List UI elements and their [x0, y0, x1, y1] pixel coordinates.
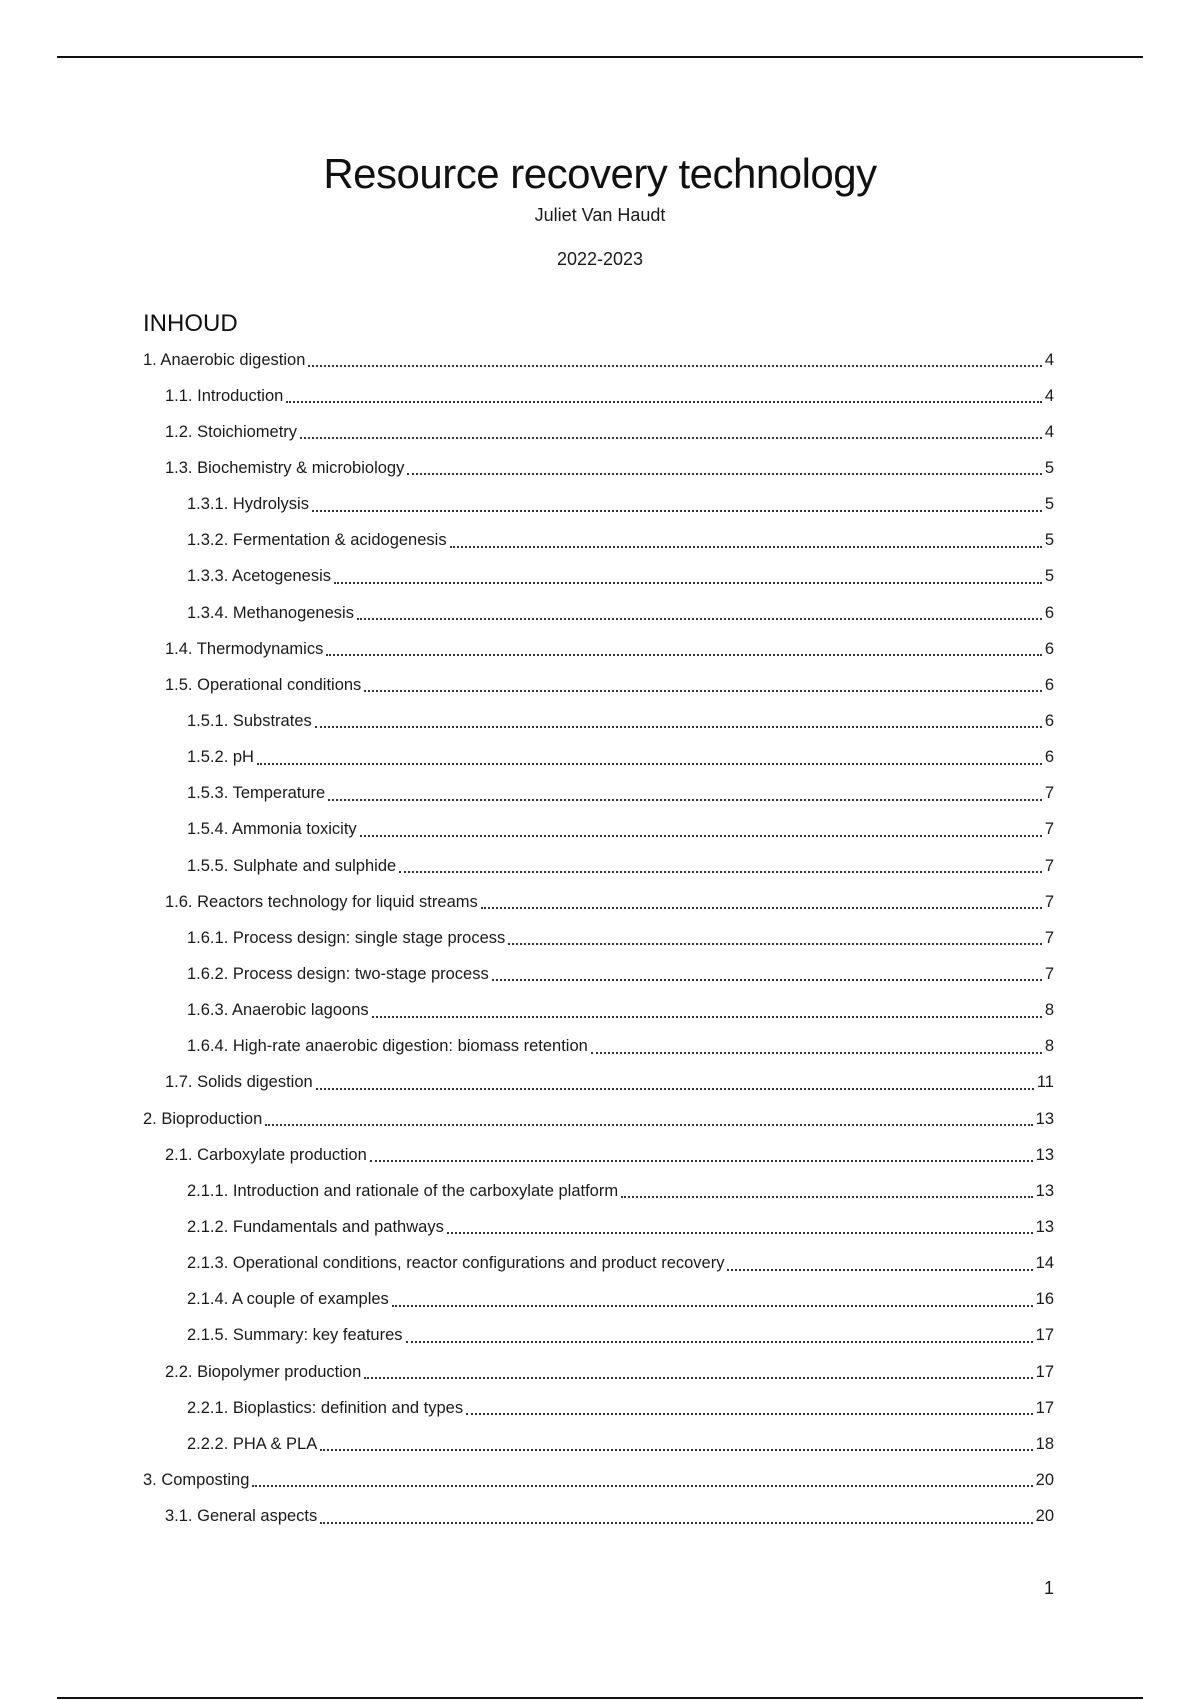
toc-entry-label: 1.5.5. Sulphate and sulphide	[187, 856, 397, 875]
toc-entry-page: 7	[1044, 856, 1054, 875]
toc-entry-page: 13	[1035, 1181, 1054, 1200]
toc-entry[interactable]	[143, 559, 1054, 595]
toc-entry[interactable]	[143, 1499, 1054, 1535]
toc-entry-label: 1. Anaerobic digestion	[143, 350, 306, 369]
toc-entry-label: 1.7. Solids digestion	[165, 1073, 313, 1092]
toc-entry-page: 6	[1044, 748, 1054, 767]
toc-entry[interactable]	[143, 776, 1054, 812]
toc-entry-label: 1.5.1. Substrates	[187, 711, 312, 730]
toc-entry-label: 1.3.1. Hydrolysis	[187, 495, 309, 514]
toc-dot-leader	[447, 1232, 1033, 1234]
toc-entry-label: 2.1.1. Introduction and rationale of the carboxylate platform	[187, 1181, 619, 1200]
toc-entry[interactable]	[143, 993, 1054, 1029]
toc-entry[interactable]	[143, 378, 1054, 414]
toc-entry-label: 2.2.2. PHA & PLA	[187, 1434, 318, 1453]
toc-entry-label: 1.6. Reactors technology for liquid streams	[165, 892, 478, 911]
toc-dot-leader	[328, 799, 1042, 801]
toc-entry[interactable]	[143, 812, 1054, 848]
toc-entry[interactable]	[143, 595, 1054, 631]
toc-entry-page: 13	[1035, 1217, 1054, 1236]
document-author: Juliet Van Haudt	[534, 205, 666, 225]
toc-entry-page: 8	[1044, 1001, 1054, 1020]
toc-dot-leader	[508, 943, 1042, 945]
toc-entry-label: 1.3.3. Acetogenesis	[187, 567, 332, 586]
toc-entry-label: 2. Bioproduction	[143, 1109, 263, 1128]
toc-dot-leader	[257, 763, 1042, 765]
toc-entry-page: 5	[1044, 495, 1054, 514]
toc-entry[interactable]	[143, 920, 1054, 956]
toc-entry[interactable]	[143, 1462, 1054, 1498]
toc-dot-leader	[492, 979, 1042, 981]
toc-entry-page: 17	[1035, 1398, 1054, 1417]
toc-dot-leader	[360, 835, 1042, 837]
toc-entry[interactable]	[143, 884, 1054, 920]
toc-dot-leader	[481, 907, 1042, 909]
toc-entry[interactable]	[143, 1173, 1054, 1209]
toc-dot-leader	[727, 1269, 1032, 1271]
toc-dot-leader	[265, 1124, 1032, 1126]
toc-entry-page: 4	[1044, 350, 1054, 369]
toc-dot-leader	[370, 1160, 1033, 1162]
toc-entry-label: 1.5.3. Temperature	[187, 784, 326, 803]
toc-entry-label: 1.3. Biochemistry & microbiology	[165, 458, 405, 477]
toc-entry[interactable]	[143, 414, 1054, 450]
bottom-rule	[57, 1697, 1143, 1699]
toc-dot-leader	[326, 654, 1041, 656]
toc-entry[interactable]	[143, 667, 1054, 703]
toc-entry-label: 2.2.1. Bioplastics: definition and types	[187, 1398, 464, 1417]
toc-dot-leader	[252, 1485, 1032, 1487]
toc-entry-label: 1.3.4. Methanogenesis	[187, 603, 354, 622]
toc-entry-page: 4	[1044, 422, 1054, 441]
toc-entry-label: 1.6.1. Process design: single stage process	[187, 928, 506, 947]
toc-entry[interactable]	[143, 342, 1054, 378]
toc-entry[interactable]	[143, 450, 1054, 486]
toc-entry-label: 1.4. Thermodynamics	[165, 639, 324, 658]
toc-entry-page: 6	[1044, 603, 1054, 622]
toc-entry-label: 1.5.2. pH	[187, 748, 254, 767]
toc-entry-page: 6	[1044, 639, 1054, 658]
toc-entry[interactable]	[143, 523, 1054, 559]
toc-dot-leader	[320, 1522, 1032, 1524]
toc-entry[interactable]	[143, 956, 1054, 992]
toc-entry[interactable]	[143, 1282, 1054, 1318]
toc-entry-label: 3.1. General aspects	[165, 1507, 318, 1526]
toc-entry[interactable]	[143, 1246, 1054, 1282]
toc-entry-label: 1.1. Introduction	[165, 386, 284, 405]
toc-dot-leader	[450, 546, 1042, 548]
toc-entry-page: 14	[1035, 1254, 1054, 1273]
toc-entry[interactable]	[143, 1390, 1054, 1426]
toc-dot-leader	[300, 437, 1042, 439]
toc-entry-page: 7	[1044, 928, 1054, 947]
toc-entry-page: 8	[1044, 1037, 1054, 1056]
toc-dot-leader	[407, 473, 1041, 475]
toc-dot-leader	[621, 1196, 1033, 1198]
toc-entry[interactable]	[143, 1426, 1054, 1462]
toc-entry-label: 2.1. Carboxylate production	[165, 1145, 367, 1164]
toc-entry-label: 2.1.5. Summary: key features	[187, 1326, 403, 1345]
toc-dot-leader	[372, 1016, 1042, 1018]
page-number: 1	[1043, 1578, 1054, 1598]
toc-entry[interactable]	[143, 1137, 1054, 1173]
top-rule	[57, 56, 1143, 58]
table-of-contents	[143, 342, 1054, 1535]
toc-entry[interactable]	[143, 1354, 1054, 1390]
toc-entry-page: 5	[1044, 531, 1054, 550]
toc-entry-page: 7	[1044, 784, 1054, 803]
toc-entry-page: 16	[1035, 1290, 1054, 1309]
toc-entry-page: 17	[1035, 1326, 1054, 1345]
toc-entry-page: 17	[1035, 1362, 1054, 1381]
toc-dot-leader	[315, 726, 1042, 728]
toc-entry[interactable]	[143, 1065, 1054, 1101]
toc-dot-leader	[364, 1377, 1032, 1379]
toc-entry[interactable]	[143, 740, 1054, 776]
toc-entry-page: 6	[1044, 675, 1054, 694]
toc-entry-label: 1.6.3. Anaerobic lagoons	[187, 1001, 369, 1020]
toc-entry-page: 5	[1044, 567, 1054, 586]
toc-entry-page: 18	[1035, 1434, 1054, 1453]
toc-entry-label: 2.2. Biopolymer production	[165, 1362, 362, 1381]
toc-dot-leader	[591, 1052, 1042, 1054]
toc-entry[interactable]	[143, 703, 1054, 739]
document-year: 2022-2023	[556, 249, 644, 269]
toc-entry[interactable]	[143, 1209, 1054, 1245]
toc-dot-leader	[320, 1449, 1032, 1451]
toc-entry[interactable]	[143, 487, 1054, 523]
toc-entry-label: 2.1.2. Fundamentals and pathways	[187, 1217, 444, 1236]
toc-dot-leader	[392, 1305, 1033, 1307]
toc-entry-page: 13	[1035, 1109, 1054, 1128]
toc-dot-leader	[316, 1088, 1034, 1090]
toc-entry-page: 11	[1036, 1073, 1054, 1092]
toc-entry-page: 7	[1044, 892, 1054, 911]
toc-dot-leader	[466, 1413, 1033, 1415]
toc-heading: INHOUD	[143, 310, 238, 337]
toc-entry-label: 1.5. Operational conditions	[165, 675, 362, 694]
toc-entry[interactable]	[143, 1029, 1054, 1065]
toc-entry[interactable]	[143, 631, 1054, 667]
toc-entry-page: 6	[1044, 711, 1054, 730]
toc-entry[interactable]	[143, 1318, 1054, 1354]
toc-entry-label: 3. Composting	[143, 1470, 250, 1489]
toc-dot-leader	[364, 690, 1042, 692]
toc-entry[interactable]	[143, 1101, 1054, 1137]
toc-entry-page: 20	[1035, 1470, 1054, 1489]
toc-entry[interactable]	[143, 848, 1054, 884]
toc-entry-label: 1.6.4. High-rate anaerobic digestion: biomass retention	[187, 1037, 588, 1056]
toc-entry-label: 2.1.3. Operational conditions, reactor configurations and product recovery	[187, 1254, 725, 1273]
toc-dot-leader	[334, 582, 1042, 584]
toc-entry-page: 7	[1044, 820, 1054, 839]
toc-dot-leader	[308, 365, 1041, 367]
toc-dot-leader	[357, 618, 1042, 620]
toc-entry-page: 20	[1035, 1507, 1054, 1526]
toc-entry-page: 4	[1044, 386, 1054, 405]
toc-entry-label: 1.2. Stoichiometry	[165, 422, 298, 441]
document-title: Resource recovery technology	[323, 150, 877, 197]
toc-entry-page: 13	[1035, 1145, 1054, 1164]
toc-entry-label: 2.1.4. A couple of examples	[187, 1290, 389, 1309]
toc-dot-leader	[286, 401, 1041, 403]
toc-dot-leader	[406, 1341, 1033, 1343]
toc-dot-leader	[312, 510, 1042, 512]
toc-entry-page: 7	[1044, 964, 1054, 983]
toc-entry-page: 5	[1044, 458, 1054, 477]
toc-entry-label: 1.5.4. Ammonia toxicity	[187, 820, 357, 839]
toc-entry-label: 1.3.2. Fermentation & acidogenesis	[187, 531, 447, 550]
toc-entry-label: 1.6.2. Process design: two-stage process	[187, 964, 489, 983]
toc-dot-leader	[399, 871, 1042, 873]
